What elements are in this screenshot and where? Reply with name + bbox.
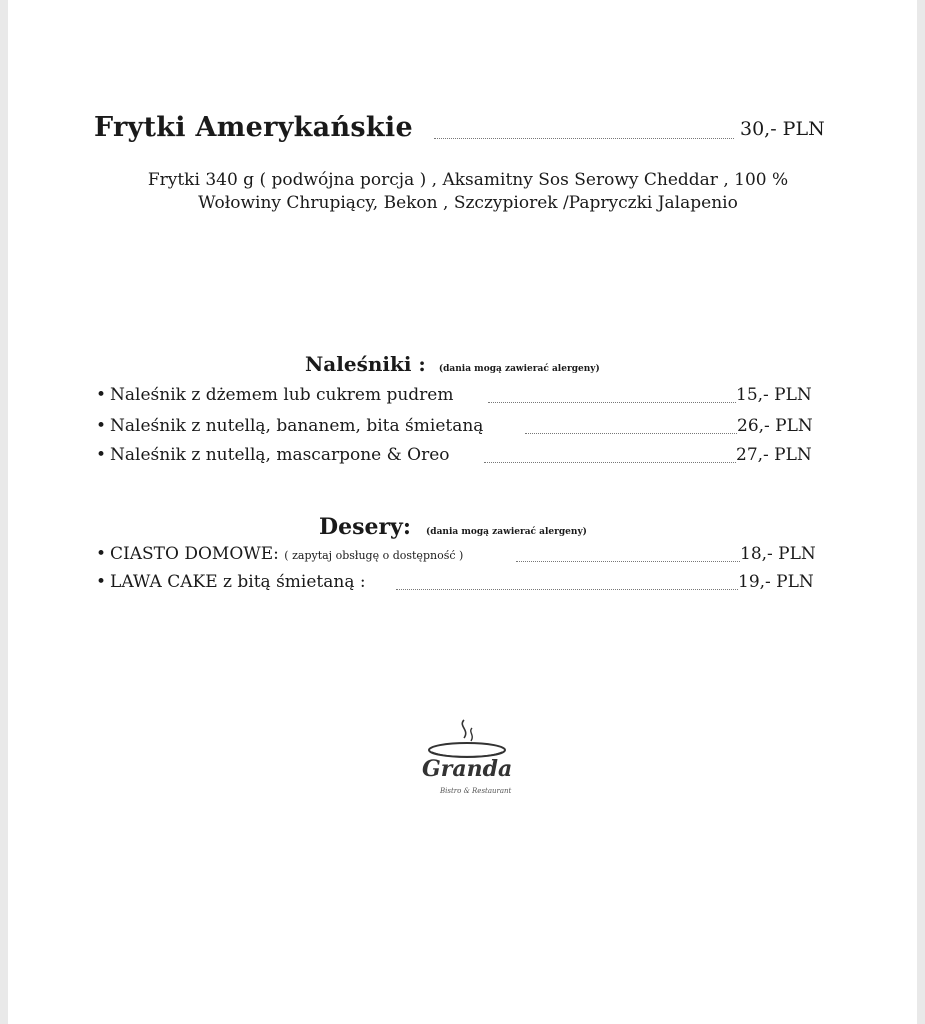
main-dish-leader (434, 138, 734, 139)
item-name: CIASTO DOMOWE: (110, 544, 279, 564)
item-price: 15,- PLN (736, 385, 812, 405)
nalesniki-allergen-note: (dania mogą zawierać alergeny) (438, 364, 600, 374)
item-price: 26,- PLN (737, 416, 813, 436)
desery-title: Desery: (319, 514, 411, 540)
main-dish-description-line-2: Wołowiny Chrupiący, Bekon , Szczypiorek /Papryczki Jalapenio (198, 193, 738, 213)
item-name: Naleśnik z nutellą, mascarpone & Oreo (110, 445, 450, 465)
nalesniki-title: Naleśniki : (305, 352, 426, 376)
logo-wordmark: Granda (422, 756, 513, 782)
desery-heading (319, 514, 587, 540)
item-price: 27,- PLN (736, 445, 812, 465)
list-item (96, 416, 483, 436)
desery-allergen-note: (dania mogą zawierać alergeny) (426, 527, 587, 537)
item-name: LAWA CAKE z bitą śmietaną : (110, 572, 366, 592)
item-price: 19,- PLN (738, 572, 814, 592)
item-leader (488, 402, 736, 403)
item-name: Naleśnik z nutellą, bananem, bita śmietaną (110, 416, 484, 436)
list-item (96, 544, 463, 564)
item-availability-note: ( zapytaj obsługę o dostępność ) (284, 549, 464, 562)
item-leader (525, 433, 737, 434)
main-dish-price: 30,- PLN (740, 118, 825, 140)
item-price: 18,- PLN (740, 544, 816, 564)
item-name: Naleśnik z dżemem lub cukrem pudrem (110, 385, 454, 405)
logo-subtitle: Bistro & Restaurant (440, 787, 512, 795)
list-item (96, 445, 450, 465)
bullet: • (96, 385, 107, 405)
item-leader (516, 561, 740, 562)
list-item (96, 385, 454, 405)
main-dish-title: Frytki Amerykańskie (94, 112, 413, 143)
list-item (96, 572, 366, 592)
bullet: • (96, 572, 107, 592)
bullet: • (96, 544, 107, 564)
item-leader (396, 589, 738, 590)
menu-page (8, 0, 917, 1024)
nalesniki-heading (305, 352, 600, 376)
bullet: • (96, 416, 107, 436)
granda-logo (412, 714, 522, 810)
main-dish-description-line-1: Frytki 340 g ( podwójna porcja ) , Aksamitny Sos Serowy Cheddar , 100 % (147, 170, 789, 190)
bullet: • (96, 445, 107, 465)
item-leader (484, 462, 736, 463)
